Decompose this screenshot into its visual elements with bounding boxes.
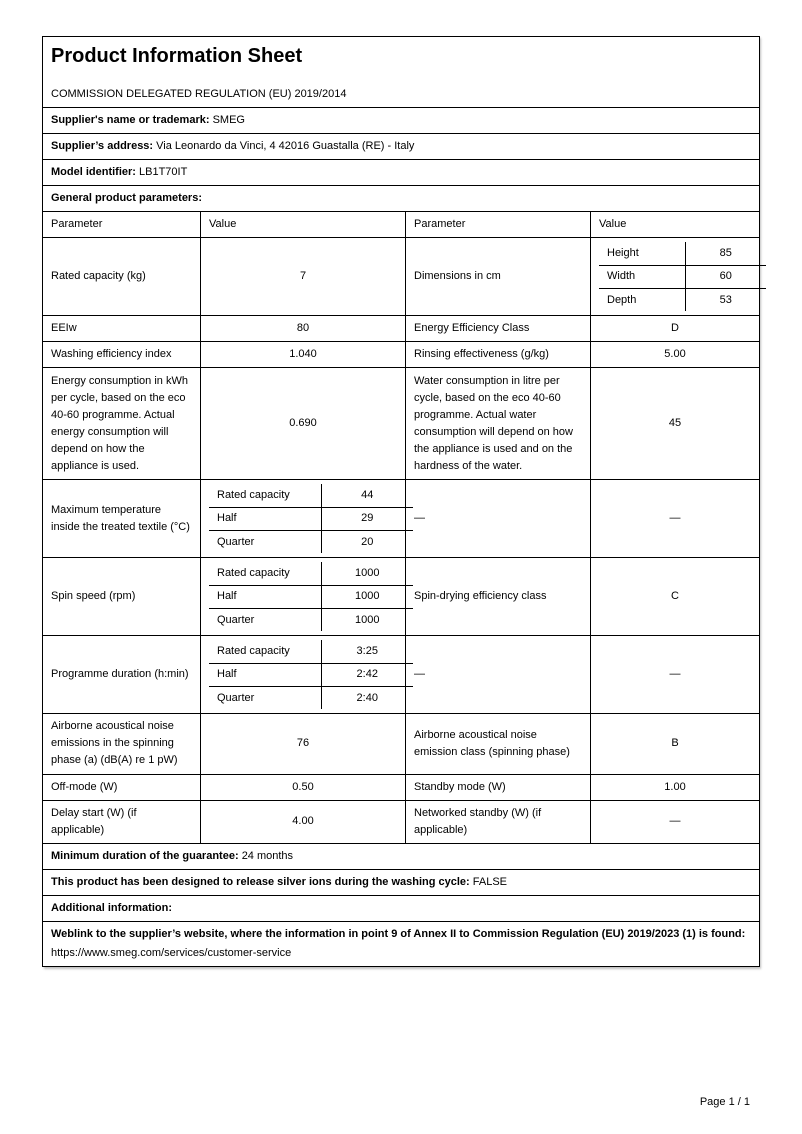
param-cell: Rinsing effectiveness (g/kg) <box>406 342 591 368</box>
value-cell: 45 <box>591 368 760 480</box>
airborne-noise-row <box>43 714 760 774</box>
general-parameters-row <box>43 186 760 212</box>
value-cell: 1.040 <box>201 342 406 368</box>
weblink-cell <box>43 921 760 966</box>
supplier-address-cell <box>43 134 760 160</box>
sub-row <box>209 484 413 507</box>
value-cell: 76 <box>201 714 406 774</box>
header-parameter-1: Parameter <box>43 212 201 238</box>
supplier-name-value: SMEG <box>212 114 245 127</box>
weblink-row <box>43 921 760 966</box>
dimensions-subtable-cell <box>591 238 760 316</box>
table-header-row <box>43 212 760 238</box>
param-cell: Rated capacity (kg) <box>43 238 201 316</box>
general-parameters-label: General product parameters: <box>51 192 202 205</box>
param-cell: Water consumption in litre per cycle, based on the eco 40-60 programme. Actual water consumption will depend on how the appliance is used and on the hardness of the water. <box>406 368 591 480</box>
supplier-name-cell <box>43 108 760 134</box>
param-cell: Energy consumption in kWh per cycle, based on the eco 40-60 programme. Actual energy consumption will depend on how the appliance is used. <box>43 368 201 480</box>
value-cell: B <box>591 714 760 774</box>
value-cell: — <box>591 800 760 843</box>
value-cell: 4.00 <box>201 800 406 843</box>
max-temp-subtable <box>209 484 413 553</box>
off-mode-row <box>43 774 760 800</box>
sub-label: Quarter <box>209 530 321 553</box>
header-value-1: Value <box>201 212 406 238</box>
model-identifier-value: LB1T70IT <box>139 166 188 179</box>
sub-value: 44 <box>321 484 413 507</box>
max-temperature-row <box>43 480 760 558</box>
sub-value: 1000 <box>321 562 413 585</box>
dim-depth-label: Depth <box>599 288 685 311</box>
value-cell: — <box>591 480 760 558</box>
guarantee-value: 24 months <box>241 849 294 862</box>
sub-row <box>209 507 413 530</box>
param-cell: Dimensions in cm <box>406 238 591 316</box>
dim-height-value: 85 <box>685 242 766 265</box>
document-table <box>42 36 760 967</box>
param-cell: Programme duration (h:min) <box>43 636 201 714</box>
param-cell: Energy Efficiency Class <box>406 316 591 342</box>
title-row <box>43 37 760 108</box>
supplier-address-value: Via Leonardo da Vinci, 4 42016 Guastalla (RE) - Italy <box>156 140 415 153</box>
supplier-address-row <box>43 134 760 160</box>
sub-value: 2:40 <box>321 686 413 709</box>
supplier-address-label: Supplier’s address: <box>51 140 154 153</box>
value-cell: 1.00 <box>591 774 760 800</box>
duration-subtable <box>209 640 413 709</box>
sub-row <box>209 562 413 585</box>
silver-ions-value: FALSE <box>472 875 508 888</box>
param-cell: — <box>406 480 591 558</box>
sub-label: Rated capacity <box>209 484 321 507</box>
supplier-name-row <box>43 108 760 134</box>
sub-value: 3:25 <box>321 640 413 663</box>
sub-label: Quarter <box>209 608 321 631</box>
regulation-subtitle: COMMISSION DELEGATED REGULATION (EU) 2019/2014 <box>51 88 347 100</box>
value-cell: 7 <box>201 238 406 316</box>
sub-value: 1000 <box>321 608 413 631</box>
value-cell: 80 <box>201 316 406 342</box>
sub-label: Rated capacity <box>209 562 321 585</box>
sub-row <box>209 686 413 709</box>
header-value-2: Value <box>591 212 760 238</box>
additional-info-cell <box>43 895 760 921</box>
model-identifier-row <box>43 160 760 186</box>
delay-start-row <box>43 800 760 843</box>
sub-label: Rated capacity <box>209 640 321 663</box>
silver-ions-row <box>43 869 760 895</box>
sub-row <box>599 288 766 311</box>
weblink-label: Weblink to the supplier’s website, where the information in point 9 of Annex II to Commission Regulation (EU) 2019/2023 (1) is found: <box>51 927 746 940</box>
general-parameters-cell <box>43 186 760 212</box>
dim-height-label: Height <box>599 242 685 265</box>
param-cell: — <box>406 636 591 714</box>
header-parameter-2: Parameter <box>406 212 591 238</box>
sub-row <box>209 640 413 663</box>
silver-ions-label: This product has been designed to release silver ions during the washing cycle: <box>51 875 470 888</box>
product-information-sheet <box>42 36 759 967</box>
sub-row <box>209 585 413 608</box>
title-cell <box>43 37 760 108</box>
additional-info-row <box>43 895 760 921</box>
model-identifier-cell <box>43 160 760 186</box>
dim-depth-value: 53 <box>685 288 766 311</box>
dim-width-label: Width <box>599 265 685 288</box>
sub-label: Half <box>209 585 321 608</box>
sub-row <box>209 530 413 553</box>
guarantee-label: Minimum duration of the guarantee: <box>51 849 239 862</box>
param-cell: Washing efficiency index <box>43 342 201 368</box>
sub-row <box>599 242 766 265</box>
value-cell: 5.00 <box>591 342 760 368</box>
page-title: Product Information Sheet <box>51 45 303 67</box>
guarantee-row <box>43 843 760 869</box>
page-number: Page 1 / 1 <box>699 1096 750 1108</box>
sub-value: 20 <box>321 530 413 553</box>
spin-speed-subtable-cell <box>201 558 406 636</box>
value-cell: D <box>591 316 760 342</box>
dimensions-subtable <box>599 242 766 311</box>
silver-ions-cell <box>43 869 760 895</box>
sub-value: 1000 <box>321 585 413 608</box>
supplier-name-label: Supplier's name or trademark: <box>51 114 210 127</box>
param-cell: Spin speed (rpm) <box>43 558 201 636</box>
value-cell: 0.50 <box>201 774 406 800</box>
model-identifier-label: Model identifier: <box>51 166 136 179</box>
eeiw-row <box>43 316 760 342</box>
sub-row <box>209 608 413 631</box>
guarantee-cell <box>43 843 760 869</box>
rated-capacity-row <box>43 238 760 316</box>
sub-label: Quarter <box>209 686 321 709</box>
energy-consumption-row <box>43 368 760 480</box>
value-cell: 0.690 <box>201 368 406 480</box>
duration-subtable-cell <box>201 636 406 714</box>
value-cell: C <box>591 558 760 636</box>
param-cell: Off-mode (W) <box>43 774 201 800</box>
param-cell: Delay start (W) (if applicable) <box>43 800 201 843</box>
param-cell: EEIw <box>43 316 201 342</box>
sub-row <box>599 265 766 288</box>
dim-width-value: 60 <box>685 265 766 288</box>
param-cell: Airborne acoustical noise emission class (spinning phase) <box>406 714 591 774</box>
param-cell: Spin-drying efficiency class <box>406 558 591 636</box>
additional-info-label: Additional information: <box>51 901 172 914</box>
washing-efficiency-row <box>43 342 760 368</box>
sub-label: Half <box>209 507 321 530</box>
sub-value: 29 <box>321 507 413 530</box>
weblink-url: https://www.smeg.com/services/customer-service <box>51 946 292 959</box>
param-cell: Airborne acoustical noise emissions in the spinning phase (a) (dB(A) re 1 pW) <box>43 714 201 774</box>
sub-value: 2:42 <box>321 663 413 686</box>
programme-duration-row <box>43 636 760 714</box>
param-cell: Networked standby (W) (if applicable) <box>406 800 591 843</box>
spin-speed-row <box>43 558 760 636</box>
spin-speed-subtable <box>209 562 413 631</box>
sub-label: Half <box>209 663 321 686</box>
sub-row <box>209 663 413 686</box>
value-cell: — <box>591 636 760 714</box>
max-temp-subtable-cell <box>201 480 406 558</box>
param-cell: Standby mode (W) <box>406 774 591 800</box>
param-cell: Maximum temperature inside the treated textile (°C) <box>43 480 201 558</box>
